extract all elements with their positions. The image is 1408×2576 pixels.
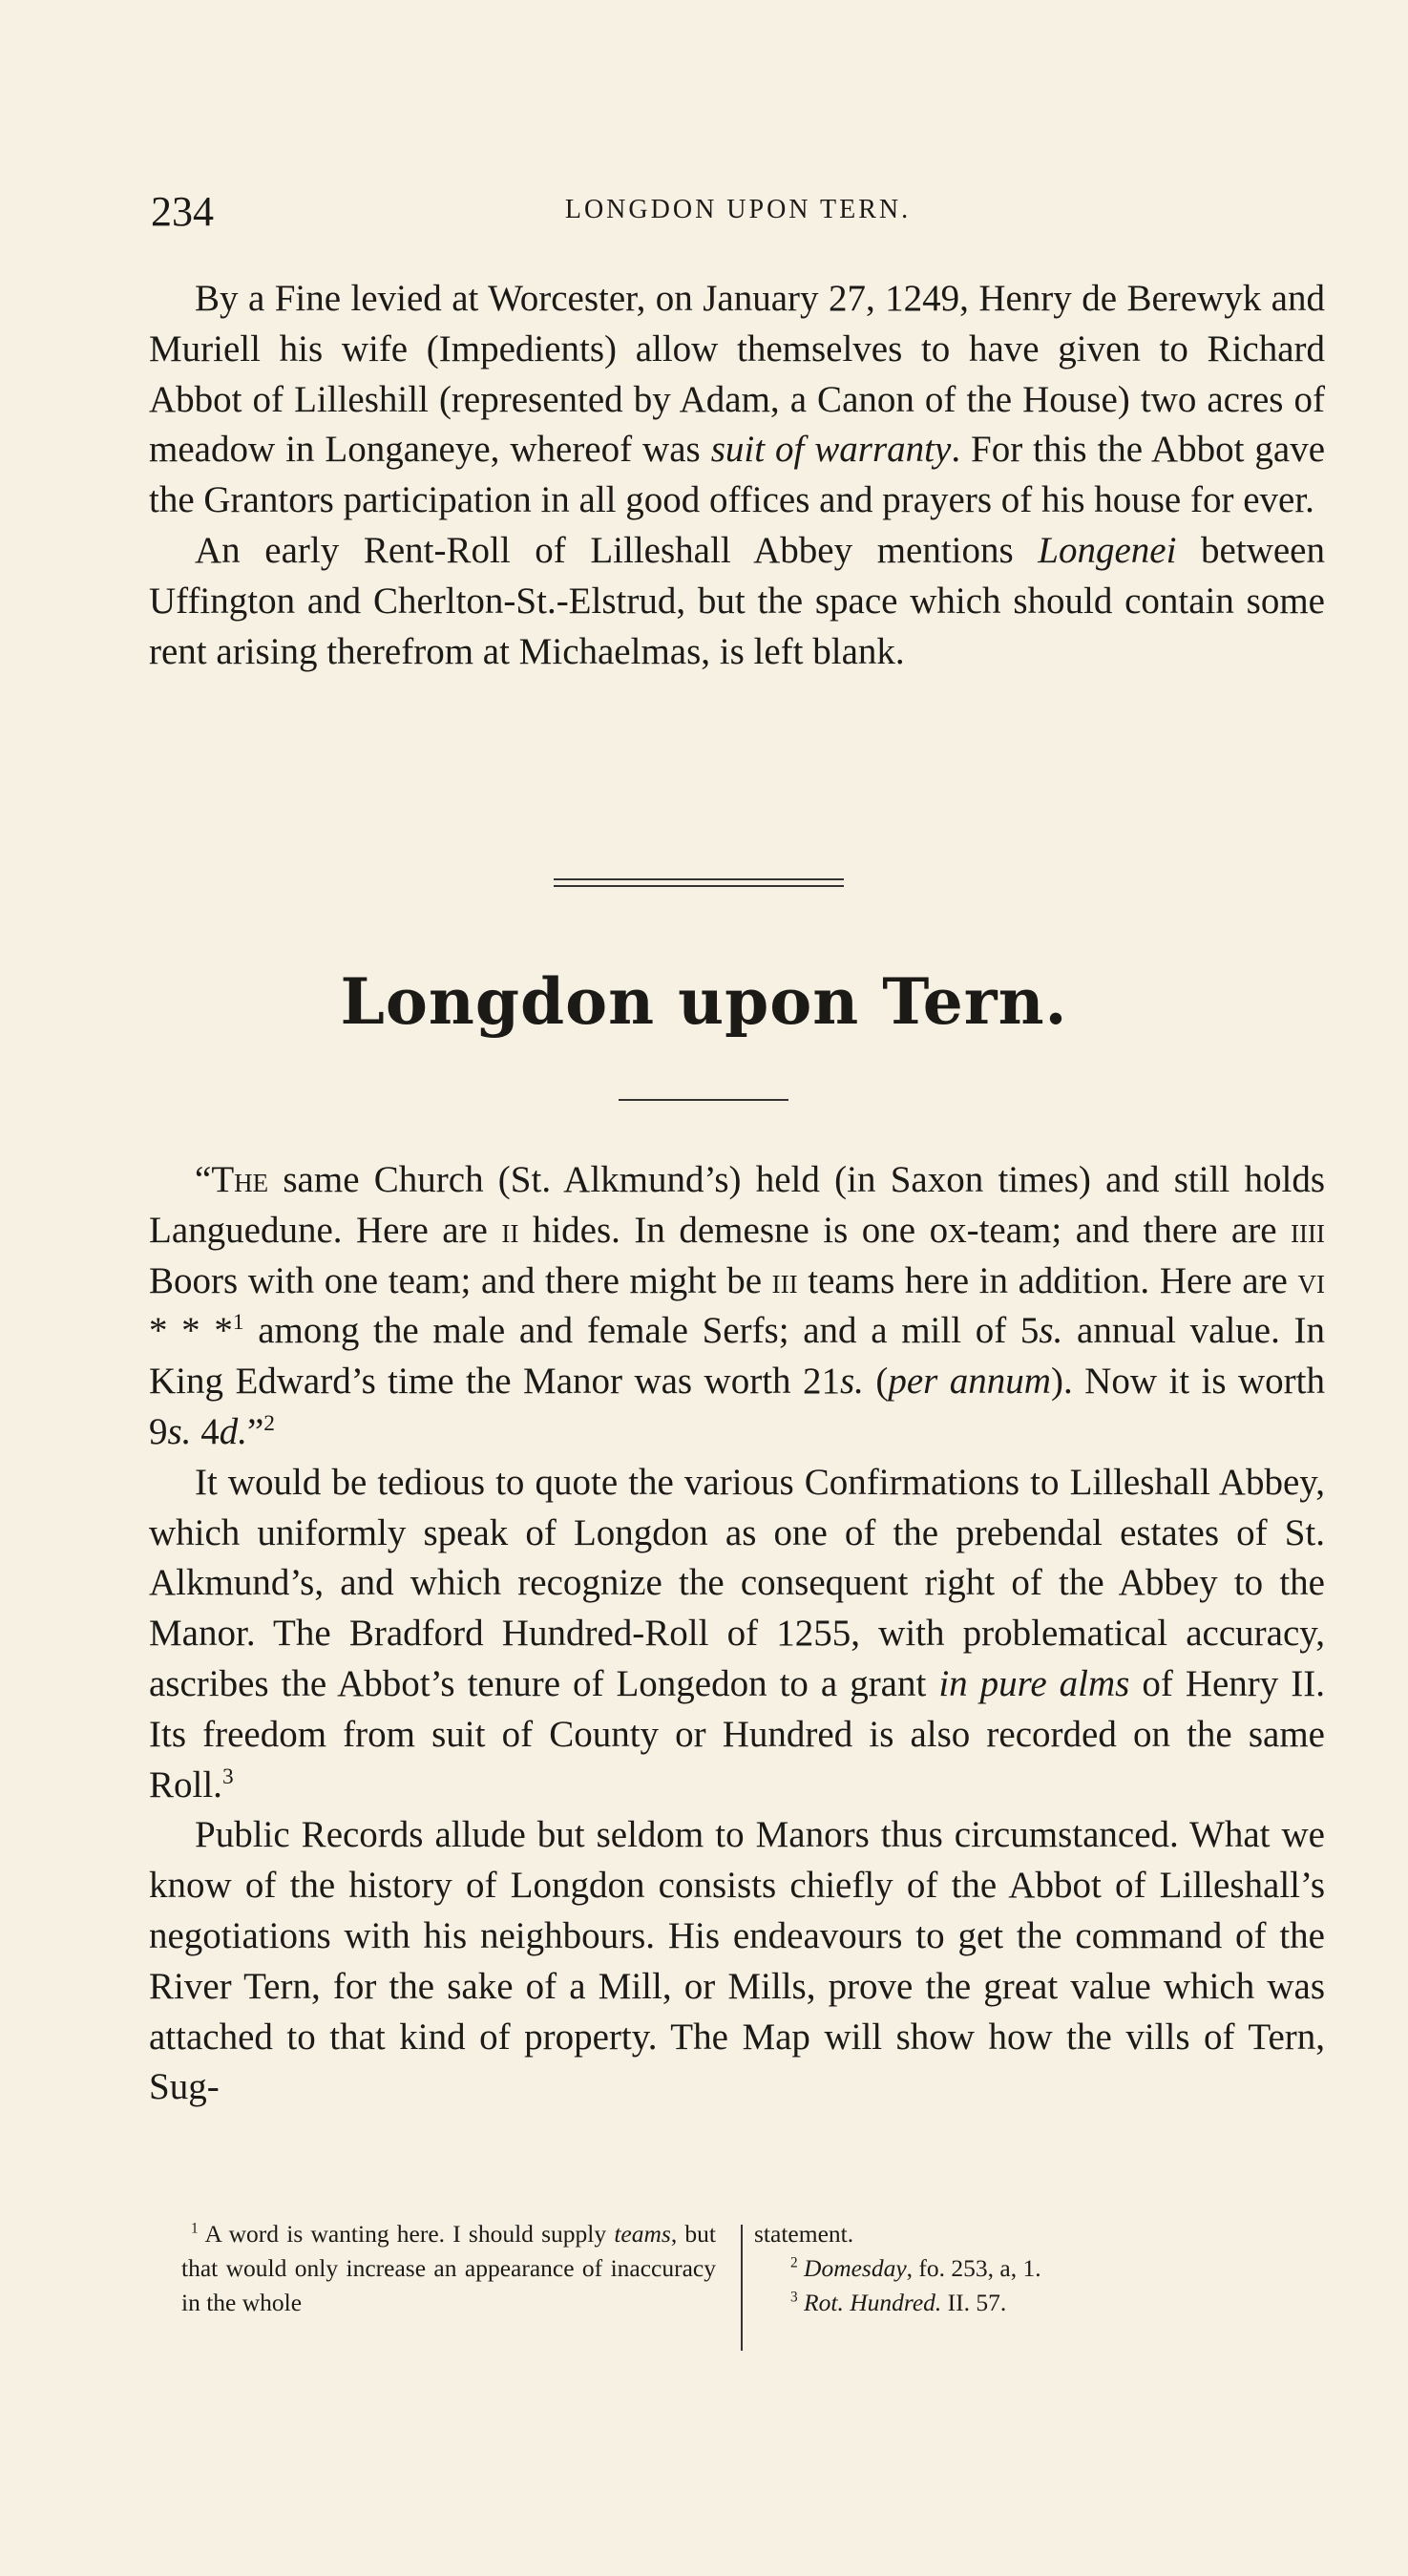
main-text (149, 1155, 1325, 2113)
longenei: Longenei (1038, 529, 1177, 571)
footnote-ref-3: 3 (221, 1763, 234, 1789)
footnote-3: $^3$ Rot. Hundred. II. 57. (790, 2289, 1007, 2316)
paragraph-rent-roll: An early Rent-Roll of Lilleshall Abbey mentions Longenei between Uffington and Cherlton-St.-Elstrud, but the space which should contain some rent arising therefrom at Michaelmas, is left blank. (149, 529, 1325, 672)
paragraph-fine: By a Fine levied at Worcester, on January 27, 1249, Henry de Berewyk and Muriell his wife (Impedients) allow themselves to have given to Richard Abbot of Lilleshill (represented by Adam, a Canon of the House) two acres of meadow in Longaneye, whereof was suit of warranty. For this the Abbot gave the Grantors participation in all good offices and prayers of his house for ever. (149, 278, 1326, 521)
paragraph-domesday-quote: “The same Church (St. Alkmund’s) held (in Saxon times) and still holds Languedune. Here are ii hides. In demesne is one ox-team; and there are iiii Boors with one team; and there might be iii teams here in addition. Here are vi * * *$^1$ among the male and female Serfs; and a mill of 5s. annual value. In King Edward’s time the Manor was worth 21s. (per annum). Now it is worth 9s. 4d.”$^2$ (149, 1159, 1326, 1452)
paragraph-public-records: Public Records allude but seldom to Manors thus circumstanced. What we know of the history of Longdon consists chiefly of the Abbot of Lilleshall’s negotiations with his neighbours. His endeavours to get the command of the River Tern, for the sake of a Mill, or Mills, prove the great value which was attached to that kind of property. The Map will show how the vills of Tern, Sug- (149, 1814, 1325, 2108)
footnote-1-continued: statement. (754, 2220, 854, 2248)
running-title: LONGDON UPON TERN. (564, 195, 912, 224)
section-divider-double (554, 878, 844, 887)
suit-of-warranty: suit of warranty (710, 429, 952, 471)
in-pure-alms: in pure alms (938, 1662, 1130, 1704)
title-underline (619, 1099, 788, 1101)
paragraph-confirmations: It would be tedious to quote the various Confirmations to Lilleshall Abbey, which uniformly speak of Longdon as one of the prebendal estates of St. Alkmund’s, and which recognize the consequent right of the Abbey to the Manor. The Bradford Hundred-Roll of 1255, with problematical accuracy, ascribes the Abbot’s tenure of Longedon to a grant in pure alms of Henry II. Its freedom from suit of County or Hundred is also recorded on the same Roll.$^3$ (149, 1461, 1325, 1805)
footnote-column-divider (741, 2225, 743, 2351)
footnote-2: $^2$ Domesday, fo. 253, a, 1. (790, 2254, 1041, 2282)
footnotes-left-column (181, 2217, 716, 2320)
footnotes-right-column (754, 2217, 1327, 2320)
section-title: Longdon upon Tern. (340, 964, 1068, 1039)
footnote-ref-1: 1 (232, 1310, 244, 1336)
intro-text (149, 274, 1325, 677)
footnote-ref-2: 2 (263, 1410, 275, 1436)
footnote-1: $^1$ A word is wanting here. I should supply teams, but that would only increase an appearance of inaccuracy in the whole (181, 2220, 716, 2316)
page-number: 234 (151, 188, 214, 235)
page-header (151, 187, 1325, 244)
